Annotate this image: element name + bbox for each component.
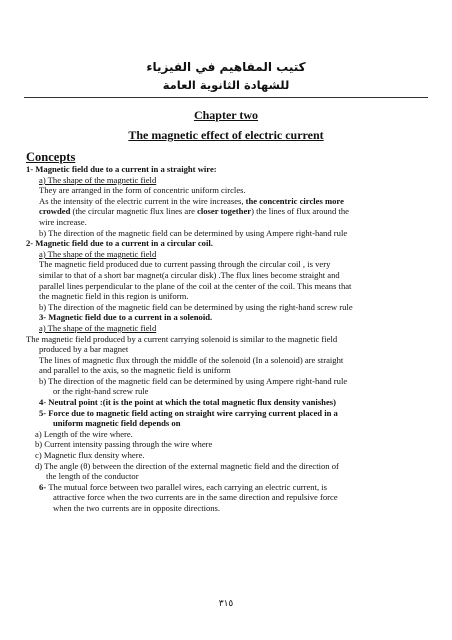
section-1-sub-a	[26, 175, 430, 186]
section-6-para-1: attractive force when the two currents are in the same direction and repulsive force	[53, 492, 338, 503]
section-5-heading-1: 5- Force due to magnetic field acting on straight wire carrying current placed in a	[39, 407, 338, 418]
section-2-sub-a-text: a) The shape of the magnetic field	[39, 248, 157, 259]
concepts-heading: Concepts	[26, 150, 76, 164]
chapter-heading: Chapter two	[193, 108, 259, 122]
section-3-para-3: The lines of magnetic flux through the middle of the solenoid (In a solenoid) are straight	[39, 354, 344, 365]
concepts-body	[26, 164, 430, 514]
section-3-heading: 3- Magnetic field due to a current in a solenoid.	[39, 312, 213, 323]
section-2-para-1: The magnetic field produced due to current passing through the circular coil , is very	[39, 259, 331, 270]
section-1-sub-b: b) The direction of the magnetic field can be determined by using Ampere right-hand rule	[39, 227, 348, 238]
arabic-header-subtitle: للشهادة الثانوية العامة	[162, 78, 290, 92]
section-3-sub-b-2: or the right-hand screw rule	[53, 386, 149, 397]
section-2-para-4: the magnetic field in this region is uniform.	[39, 291, 189, 302]
page-number: ٣١٥	[218, 599, 234, 609]
section-1-para-3d: ) the lines of flux around the	[251, 206, 349, 217]
arabic-header-title: كتيب المفاهيم في الفيزياء	[146, 60, 306, 74]
section-3-sub-a	[26, 323, 430, 334]
section-1-para-3	[26, 206, 430, 217]
chapter-title: The magnetic effect of electric current	[128, 128, 324, 142]
section-1-para-3b: (the circular magnetic flux lines are	[70, 206, 198, 217]
section-2-heading: 2- Magnetic field due to a current in a circular coil.	[26, 238, 213, 249]
section-3-sub-a-text: a) The shape of the magnetic field	[39, 322, 157, 333]
section-5-heading-2: uniform magnetic field depends on	[53, 418, 181, 429]
section-3-para-4: and parallel to the axis, so the magnetic field is uniform	[39, 365, 231, 376]
section-4-heading	[26, 397, 430, 408]
section-2-para-3: parallel lines perpendicular to the plane of the coil at the center of the coil. This means that	[39, 280, 352, 291]
section-1-para-3c: closer together	[197, 206, 252, 217]
section-1-sub-a-text: a) The shape of the magnetic field	[39, 174, 157, 185]
section-4-heading-b: (it is the point at which the total magnetic flux density vanishes)	[102, 397, 336, 408]
section-5-item-a: a) Length of the wire where.	[35, 428, 133, 439]
section-1-heading: 1- Magnetic field due to a current in a straight wire:	[26, 164, 217, 174]
section-2-para-2: similar to that of a short bar magnet(a circular disk) .The flux lines become straight and	[39, 269, 340, 280]
section-2-sub-b: b) The direction of the magnetic field can be determined by using the right-hand screw rule	[39, 301, 353, 312]
section-5-item-d-2: the length of the conductor	[46, 471, 139, 482]
section-6-heading-a: 6-	[39, 481, 49, 492]
section-1-para-3a: crowded	[39, 206, 71, 217]
section-3-para-2: produced by a bar magnet	[39, 344, 129, 355]
section-6-para-2: when the two currents are in opposite directions.	[53, 503, 221, 513]
section-1-para-1: They are arranged in the form of concentric uniform circles.	[39, 185, 246, 196]
header-divider	[24, 97, 428, 98]
section-1-para-4: wire increase.	[39, 216, 87, 227]
section-5-item-d-1: d) The angle (θ) between the direction of the external magnetic field and the direction of	[35, 460, 339, 471]
section-5-item-c: c) Magnetic flux density where.	[35, 450, 145, 461]
section-1-para-2a: As the intensity of the electric current in the wire increases,	[39, 195, 246, 206]
section-1-para-2	[26, 196, 430, 207]
section-3-sub-b-1: b) The direction of the magnetic field can be determined by using Ampere right-hand rule	[39, 375, 348, 386]
section-2-sub-a	[26, 249, 430, 260]
section-4-heading-a: 4- Neutral point :	[39, 397, 103, 408]
section-5-item-b: b) Current intensity passing through the wire where	[35, 439, 213, 450]
section-6-heading	[26, 482, 430, 493]
section-1-para-2b: the concentric circles more	[245, 195, 344, 206]
section-3-para-1: The magnetic field produced by a current carrying solenoid is similar to the magnetic field	[26, 333, 338, 344]
section-6-heading-b: The mutual force between two parallel wires, each carrying an electric current, is	[48, 481, 327, 492]
